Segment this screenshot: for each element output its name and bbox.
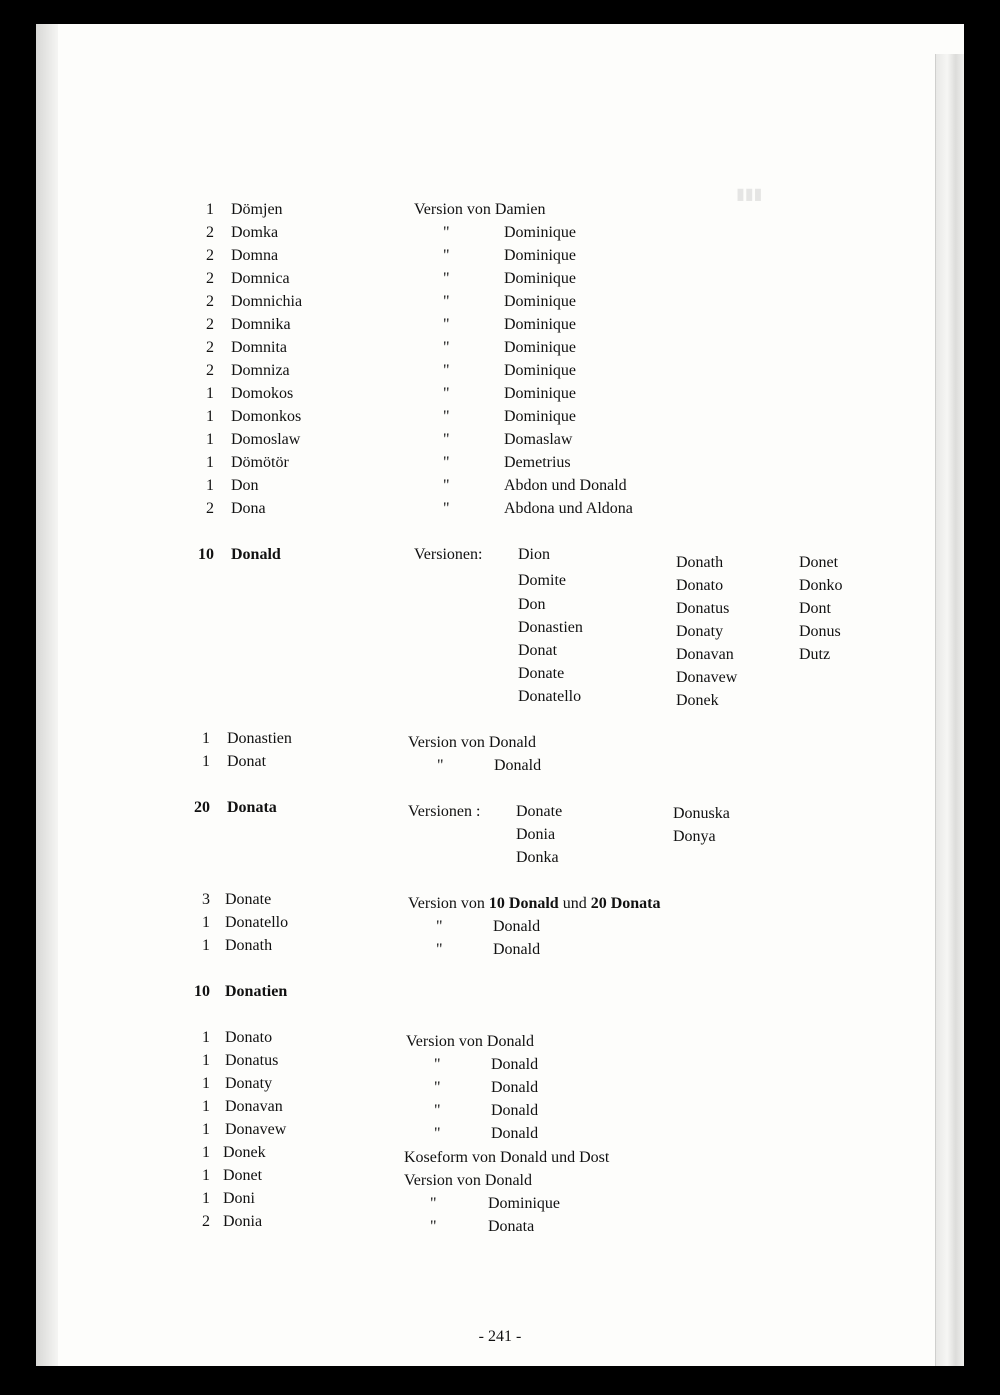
show-through: ▮▮▮ [736, 186, 763, 203]
book-page: ▮▮▮ 1 Dömjen Version von Damien 2 Domka " Dominique 2 Domna " Dominique 2 Domnica " Dominique 2 Domnichia " Dominique 2 Domnika " Dominique 2 Domnita " Dominique 2 Domniza " Dominique 1 Domokos " Dominique 1 Domonkos " Dominique 1 Domoslaw " Domaslaw 1 Dömötör " Demetrius 1 Don " Abdon und Donald 2 Dona " Abdona und Aldona 10 Donald Versionen: Dion Donath Donet Domite Donato Donko Don Donatus Dont Donastien Donaty Donus Donat Donavan Dutz Donate Donavew Donatello Donek 1 Donastien Version von Donald 1 Donat " Donald 20 Donata Versionen : Donate Donuska Donia Donya Donka 3 Donate Version von 10 Donald und 20 Donata 1 Donatello " Donald 1 Donath " Donald 10 Donatien 1 Donato Version von Donald 1 Donatus " Donald 1 Donaty " Donald 1 Donavan " Donald 1 Donavew " Donald 1 Donek Koseform von Donald und Dost 1 Donet Version von Donald 1 Doni " Dominique 2 Donia " Donata - 241 - [36, 24, 964, 1366]
page-gutter [36, 24, 58, 1366]
page-edge [935, 54, 964, 1366]
page-number: - 241 - [478, 1328, 522, 1345]
